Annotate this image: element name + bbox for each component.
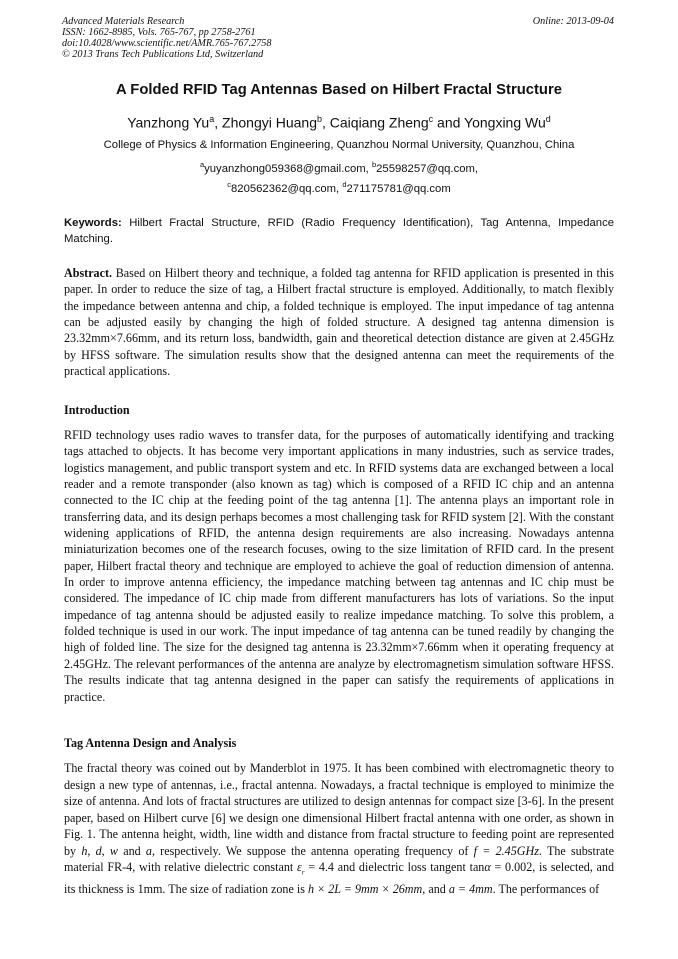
email-d-sup: d <box>342 180 347 189</box>
email-d: 271175781@qq.com <box>346 182 451 195</box>
var-w: w <box>109 843 118 858</box>
epsilon-sub: r <box>301 868 305 877</box>
epsilon-value: = 4.4 <box>308 860 334 875</box>
design-text-7: and dielectric loss tangent <box>337 860 466 875</box>
design-text-9: , and <box>422 882 446 897</box>
author-3: Caiqiang Zheng <box>329 114 429 131</box>
introduction-heading-wrap <box>64 403 614 418</box>
var-a: a <box>145 843 152 858</box>
frequency-eq: f = 2.45GHz <box>473 843 539 858</box>
author-4: Yongxing Wu <box>464 114 546 131</box>
design-text-2: , <box>87 843 91 858</box>
abstract <box>64 265 614 379</box>
var-d: d <box>95 843 102 858</box>
issn-line: ISSN: 1662-8985, Vols. 765-767, pp 2758-2761 <box>62 27 256 38</box>
doi-line: doi:10.4028/www.scientific.net/AMR.765-767.2758 <box>62 38 272 49</box>
introduction-text: RFID technology uses radio waves to transfer data, for the purposes of automatically identifying and tracking tags attached to objects. It has become very important applications in many industries, such as service trades, logistics management, and public transport system and etc. In RFID systems data are exchanged between a local reader and a remote transponder (also known as tag) which is composed of a RFID IC chip and an antenna connected to the IC chip at the feeding point of the tag antenna [1]. The antenna plays an important role in transferring data, and its design perhaps becomes a most challenging task for RFID system [2]. With the constant widening applications of RFID, the antenna design requirements are also increasing. Nowadays antenna miniaturization becomes one of the research focuses, owing to the size limitation of RFID card. In the present paper, Hilbert fractal theory and technique are employed to achieve the goal of reduction dimension of antenna. In order to improve antenna efficiency, the impedance matching between tag antennas and IC chip must be considered. The impedance of IC chip made from different manufacturers has lots of variations. So the input impedance of tag antenna should be adjusted easily to realize impedance matching. To solve this problem, a folded technique is used in our work. The input impedance of tag antenna can be tuned readily by changing the high of folded line. The size for the designed tag antenna is 23.32mm×7.66mm when it operating frequency at 2.45GHz. The relevant performances of the antenna are analyze by electromagnetism simulation software HFSS. The results indicate that tag antenna designed in the paper can satisfy the requirements of applications in practice. <box>64 428 614 704</box>
author-2-sup: b <box>316 114 322 124</box>
journal-name: Advanced Materials Research <box>62 16 185 27</box>
author-2: Zhongyi Huang <box>222 114 317 131</box>
author-1-sup: a <box>209 114 215 124</box>
design-paragraph <box>64 760 614 898</box>
email-b: 25598257@qq.com, <box>376 162 479 175</box>
alpha-symbol: α <box>484 860 491 875</box>
email-line-2 <box>40 180 638 195</box>
a-value-eq: a = 4mm <box>448 882 493 897</box>
abstract-text: Based on Hilbert theory and technique, a folded tag antenna for RFID application is presented in this paper. In order to reduce the size of tag, a Hilbert fractal structure is employed. Additionally, to match flexibly the impedance between antenna and chip, a folded technique is employed. The input impedance of tag antenna can be adjusted easily by changing the high of folded structure. A designed tag antenna dimension is 23.32mm×7.66mm, and its return loss, bandwidth, gain and theoretical detection distance are given at 2.45GHz by HFSS software. The simulation results show that the designed antenna can meet the requirements of the practical applications. <box>64 266 614 379</box>
author-list: Yanzhong Yu$^a$, Zhongyi Huang$^b$, Caiqiang Zheng$^c$ and Yongxing Wu$^d$ <box>127 114 551 131</box>
affiliation: College of Physics & Information Engineering, Quanzhou Normal University, Quanzhou, China <box>103 139 575 151</box>
email-a-sup: a <box>199 160 205 169</box>
tan-symbol: tan <box>469 860 485 875</box>
design-text-6: . The substrate material FR-4, with relative dielectric constant <box>64 843 614 875</box>
introduction-heading: Introduction <box>64 403 130 417</box>
var-h: h <box>81 843 88 858</box>
email-line-1 <box>40 160 638 175</box>
online-date: Online: 2013-09-04 <box>532 16 614 27</box>
design-text-10: . The performances of <box>492 882 600 897</box>
design-text-4: and <box>123 843 141 858</box>
design-heading: Tag Antenna Design and Analysis <box>64 736 237 750</box>
email-a: yuyanzhong059368@gmail.com, <box>204 162 369 175</box>
author-4-sup: d <box>545 114 551 124</box>
introduction-section <box>64 427 614 705</box>
email-b-sup: b <box>371 160 377 169</box>
author-3-sup: c <box>428 114 434 124</box>
keywords <box>64 216 614 247</box>
epsilon-symbol: ε <box>297 860 302 875</box>
keywords-label: Keywords: <box>64 217 122 229</box>
copyright-line: © 2013 Trans Tech Publications Ltd, Switzerland <box>62 49 264 60</box>
email-c: 820562362@qq.com, <box>231 182 340 195</box>
keywords-text: Hilbert Fractal Structure, RFID (Radio Frequency Identification), Tag Antenna, Impedance Matching. <box>64 217 615 245</box>
design-text-1: The fractal theory was coined out by Manderblot in 1975. It has been combined with electromagnetic theory to design a new type of antennas, i.e., fractal antenna. Nowadays, a fractal technique is employed to minimize the size of antenna. And lots of fractal structures are utilized to design antennas for compact size [3-6]. In the present paper, based on Hilbert curve [6] we design one dimensional Hilbert fractal antenna with one order, as shown in Fig. 1. The antenna height, width, line width and distance from fractal structure to feeding point are represented by <box>64 761 614 858</box>
design-text-8: , is selected, and its thickness is 1mm. The size of radiation zone is <box>64 860 615 897</box>
tan-value: = 0.002 <box>494 860 533 875</box>
design-heading-wrap <box>64 736 614 751</box>
radiation-zone-eq: h × 2L = 9mm × 26mm <box>307 882 423 897</box>
abstract-label: Abstract. <box>64 266 113 280</box>
design-text-3: , <box>101 843 105 858</box>
paper-title: A Folded RFID Tag Antennas Based on Hilbert Fractal Structure <box>116 82 562 98</box>
design-text-5: , respectively. We suppose the antenna operating frequency of <box>151 843 469 858</box>
author-conjunction: and <box>437 114 461 131</box>
email-c-sup: c <box>227 180 231 189</box>
author-1: Yanzhong Yu <box>127 114 210 131</box>
design-section <box>64 760 614 898</box>
